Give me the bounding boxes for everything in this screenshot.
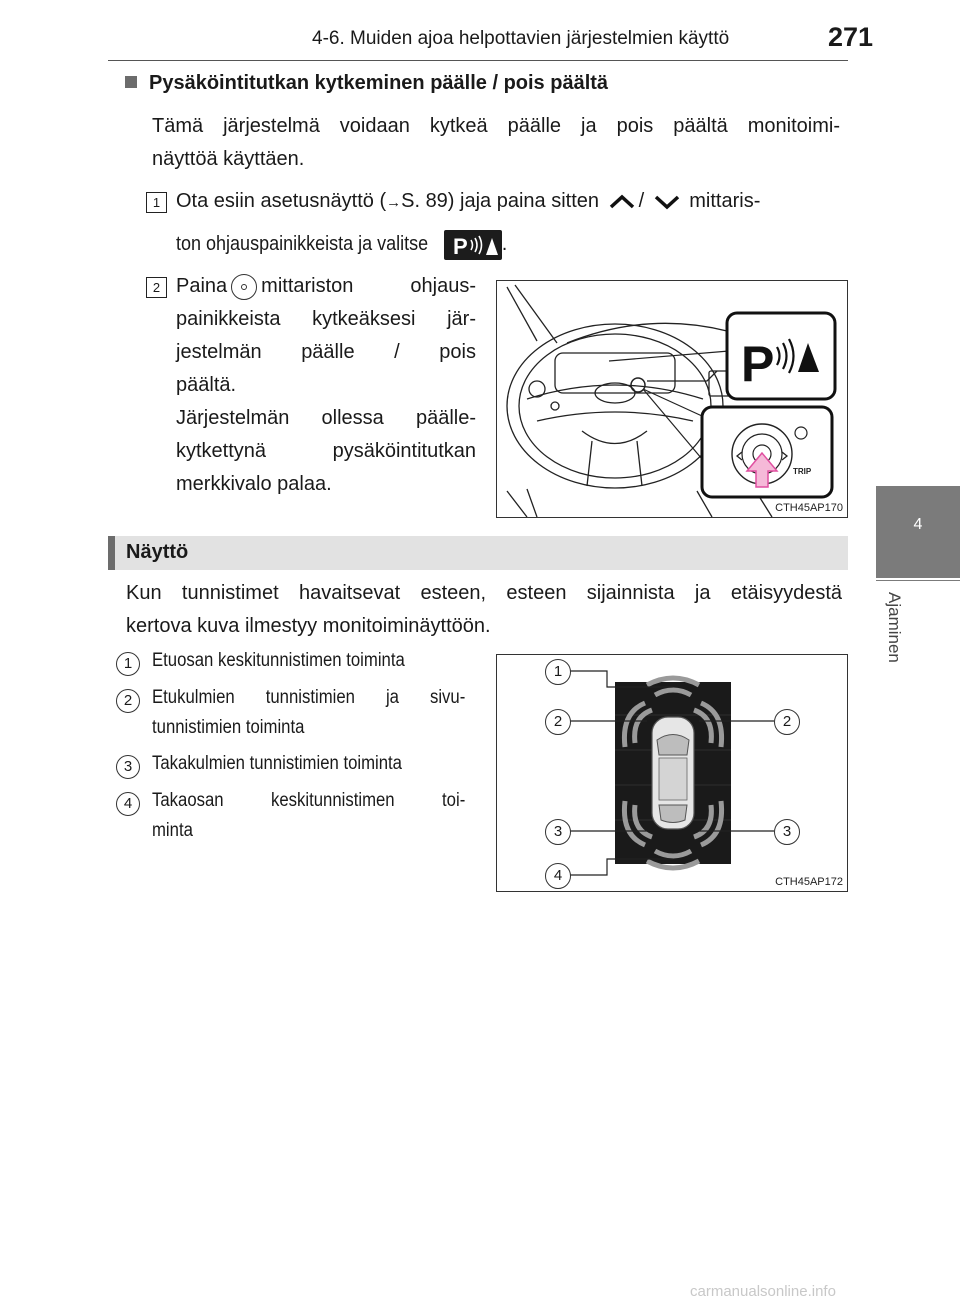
chapter-label: Ajaminen <box>885 592 904 663</box>
svg-text:P: P <box>741 336 775 392</box>
running-header: 4-6. Muiden ajoa helpottavien järjestelmien käyttö <box>312 28 730 49</box>
svg-text:P: P <box>452 233 468 259</box>
header-rule <box>108 60 848 61</box>
item-2-line-1: Etukulmien tunnistimien ja sivu- <box>152 687 466 708</box>
watermark: carmanualsonline.info <box>690 1283 836 1300</box>
step-2-line-4: päältä. <box>176 374 237 396</box>
step-1-text-a: Ota esiin asetusnäyttö ( <box>176 190 387 212</box>
see-page-arrow-icon: → <box>386 194 402 211</box>
step-2-lead: Paina <box>176 275 228 297</box>
item-1-line-1: Etuosan keskitunnistimen toiminta <box>152 650 405 671</box>
callout-4: 4 <box>545 863 571 889</box>
ok-button-icon <box>231 274 257 300</box>
item-number-1: 1 <box>116 652 140 676</box>
item-number-2: 2 <box>116 689 140 713</box>
chevron-down-icon <box>650 192 684 212</box>
step-number-1: 1 <box>146 192 167 213</box>
step-1-text-b: S. 89) jaja paina sitten <box>401 190 600 212</box>
callout-3-left: 3 <box>545 819 571 845</box>
callout-2-right: 2 <box>774 709 800 735</box>
item-1-text <box>152 646 469 676</box>
item-4-line-2: minta <box>152 820 193 841</box>
figure-1-code: CTH45AP170 <box>775 502 843 514</box>
step-2-line-6: kytkettynä pysäköintitutkan <box>176 440 476 462</box>
item-4-text <box>152 786 465 846</box>
callout-3-right: 3 <box>774 819 800 845</box>
step-2-line-5: Järjestelmän ollessa päälle- <box>176 407 476 429</box>
trip-label: TRIP <box>793 467 812 476</box>
chapter-label-container <box>880 592 930 692</box>
display-para-line-1: Kun tunnistimet havaitsevat esteen, esteen sijainnista ja etäisyydestä <box>126 582 842 604</box>
parking-sensor-button-icon <box>444 230 502 260</box>
item-number-4: 4 <box>116 792 140 816</box>
subsection-heading: Näyttö <box>126 541 189 563</box>
item-4-line-1: Takaosan keskitunnistimen toi- <box>152 790 466 811</box>
figure-2-code: CTH45AP172 <box>775 876 843 888</box>
section-heading-text: Pysäköintitutkan kytkeminen päälle / pois päältä <box>149 72 609 94</box>
steering-wheel-illustration <box>497 281 847 517</box>
step-1-line-2 <box>176 228 507 261</box>
chapter-tab <box>876 486 960 578</box>
item-number-3: 3 <box>116 755 140 779</box>
intro-line-1: Tämä järjestelmä voidaan kytkeä päälle ja pois päältä monitoimi- <box>152 115 840 137</box>
steering-wheel-figure <box>496 280 848 518</box>
step-2-l1: mittariston ohjaus- <box>261 275 476 297</box>
intro-line-2: näyttöä käyttäen. <box>152 148 305 170</box>
section-heading <box>125 72 608 95</box>
subsection-band-bar <box>108 536 115 570</box>
sensor-display-illustration <box>497 655 847 891</box>
step-1-line-2-text: ton ohjauspainikkeista ja valitse <box>176 233 429 255</box>
step-2-text <box>176 270 476 501</box>
step-1-period: . <box>501 233 508 255</box>
step-1-text-c: mittaris- <box>689 190 761 212</box>
square-bullet-icon <box>125 76 137 88</box>
step-2-line-2: painikkeista kytkeäksesi jär- <box>176 308 476 330</box>
chevron-up-icon <box>605 192 639 212</box>
step-2-line-7: merkkivalo palaa. <box>176 473 332 495</box>
chapter-tab-rule <box>876 580 960 581</box>
callout-1: 1 <box>545 659 571 685</box>
step-number-2: 2 <box>146 277 167 298</box>
item-2-text <box>152 683 465 743</box>
item-3-line-1: Takakulmien tunnistimien toiminta <box>152 753 402 774</box>
callout-2-left: 2 <box>545 709 571 735</box>
chapter-number: 4 <box>913 516 923 533</box>
page-number: 271 <box>828 22 874 52</box>
item-3-text <box>152 749 469 779</box>
step-2-line-1 <box>176 270 476 303</box>
step-1-slash: / <box>638 190 645 212</box>
subsection-band <box>108 536 848 570</box>
sensor-display-figure <box>496 654 848 892</box>
display-para-line-2: kertova kuva ilmestyy monitoiminäyttöön. <box>126 615 491 637</box>
step-2-line-3: jestelmän päälle / pois <box>176 341 476 363</box>
step-1-line-1 <box>176 185 844 219</box>
item-2-line-2: tunnistimien toiminta <box>152 717 305 738</box>
